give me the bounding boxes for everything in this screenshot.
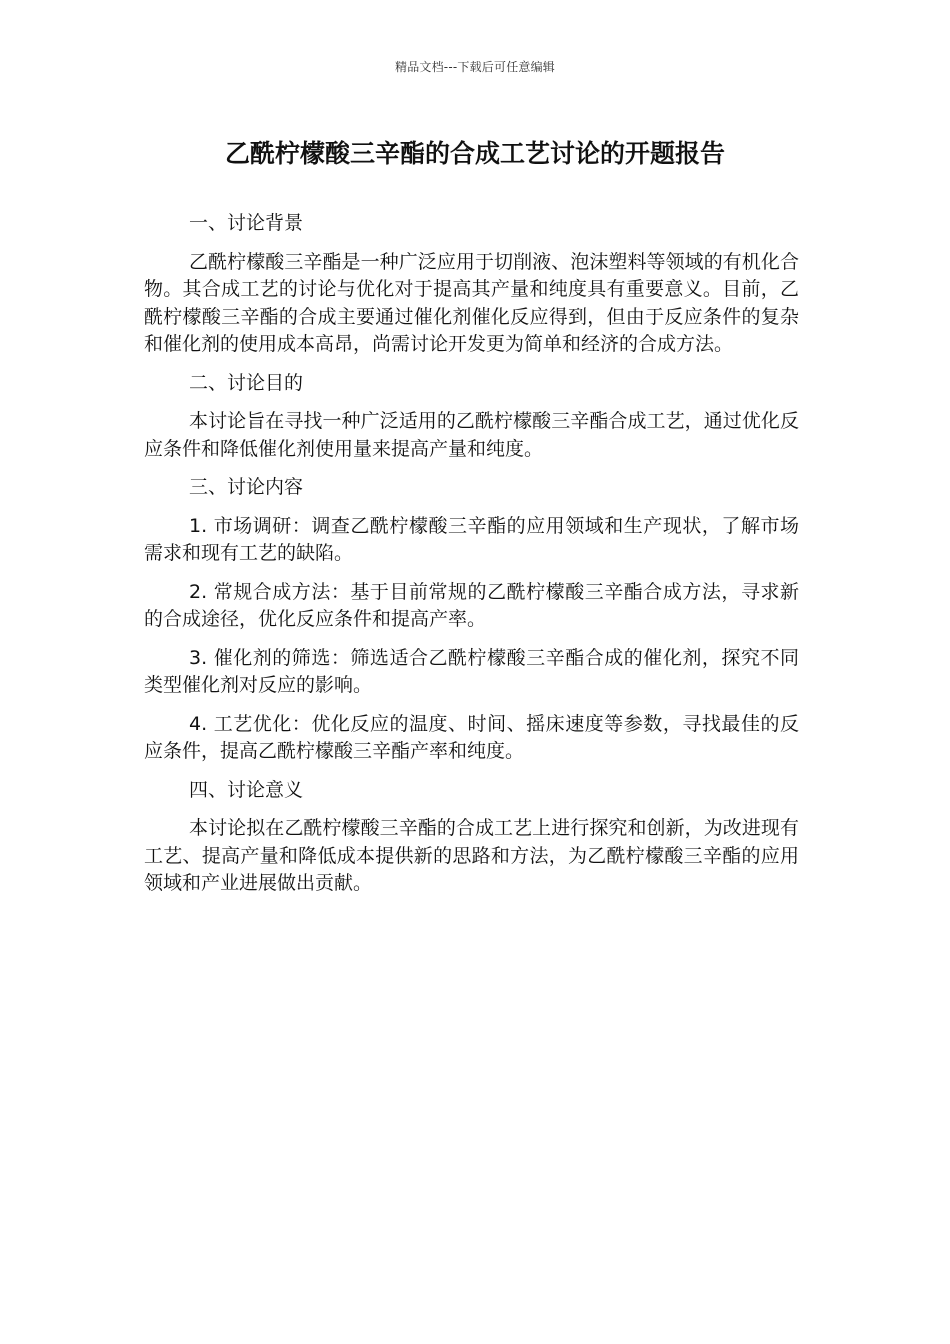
paragraph-significance: 本讨论拟在乙酰柠檬酸三辛酯的合成工艺上进行探究和创新，为改进现有工艺、提高产量和降低成本提供新的思路和方法，为乙酰柠檬酸三辛酯的应用领域和产业进展做出贡献。 — [144, 817, 799, 894]
paragraph-background: 乙酰柠檬酸三辛酯是一种广泛应用于切削液、泡沫塑料等领域的有机化合物。其合成工艺的讨论与优化对于提高其产量和纯度具有重要意义。目前，乙酰柠檬酸三辛酯的合成主要通过催化剂催化反应得到，但由于反应条件的复杂和催化剂的使用成本高昂，尚需讨论开发更为简单和经济的合成方法。 — [144, 250, 799, 355]
section-heading-background: 一、讨论背景 — [189, 212, 304, 234]
list-item-process-optimization: 4. 工艺优化：优化反应的温度、时间、摇床速度等参数，寻找最佳的反应条件，提高乙酰柠檬酸三辛酯产率和纯度。 — [144, 712, 799, 762]
paragraph-purpose: 本讨论旨在寻找一种广泛适用的乙酰柠檬酸三辛酯合成工艺，通过优化反应条件和降低催化剂使用量来提高产量和纯度。 — [144, 410, 799, 460]
document-body — [144, 210, 799, 909]
list-item-conventional-synthesis: 2. 常规合成方法：基于目前常规的乙酰柠檬酸三辛酯合成方法，寻求新的合成途径，优化反应条件和提高产率。 — [144, 580, 799, 630]
list-item-market-research: 1. 市场调研：调查乙酰柠檬酸三辛酯的应用领域和生产现状，了解市场需求和现有工艺的缺陷。 — [144, 514, 799, 564]
page-header: 精品文档---下载后可任意编辑 — [395, 60, 555, 74]
section-heading-significance: 四、讨论意义 — [189, 778, 304, 801]
document-title: 乙酰柠檬酸三辛酯的合成工艺讨论的开题报告 — [224, 139, 725, 168]
section-heading-purpose: 二、讨论目的 — [189, 371, 304, 394]
section-heading-content: 三、讨论内容 — [189, 476, 304, 498]
list-item-catalyst-screening: 3. 催化剂的筛选：筛选适合乙酰柠檬酸三辛酯合成的催化剂，探究不同类型催化剂对反应的影响。 — [144, 646, 799, 696]
